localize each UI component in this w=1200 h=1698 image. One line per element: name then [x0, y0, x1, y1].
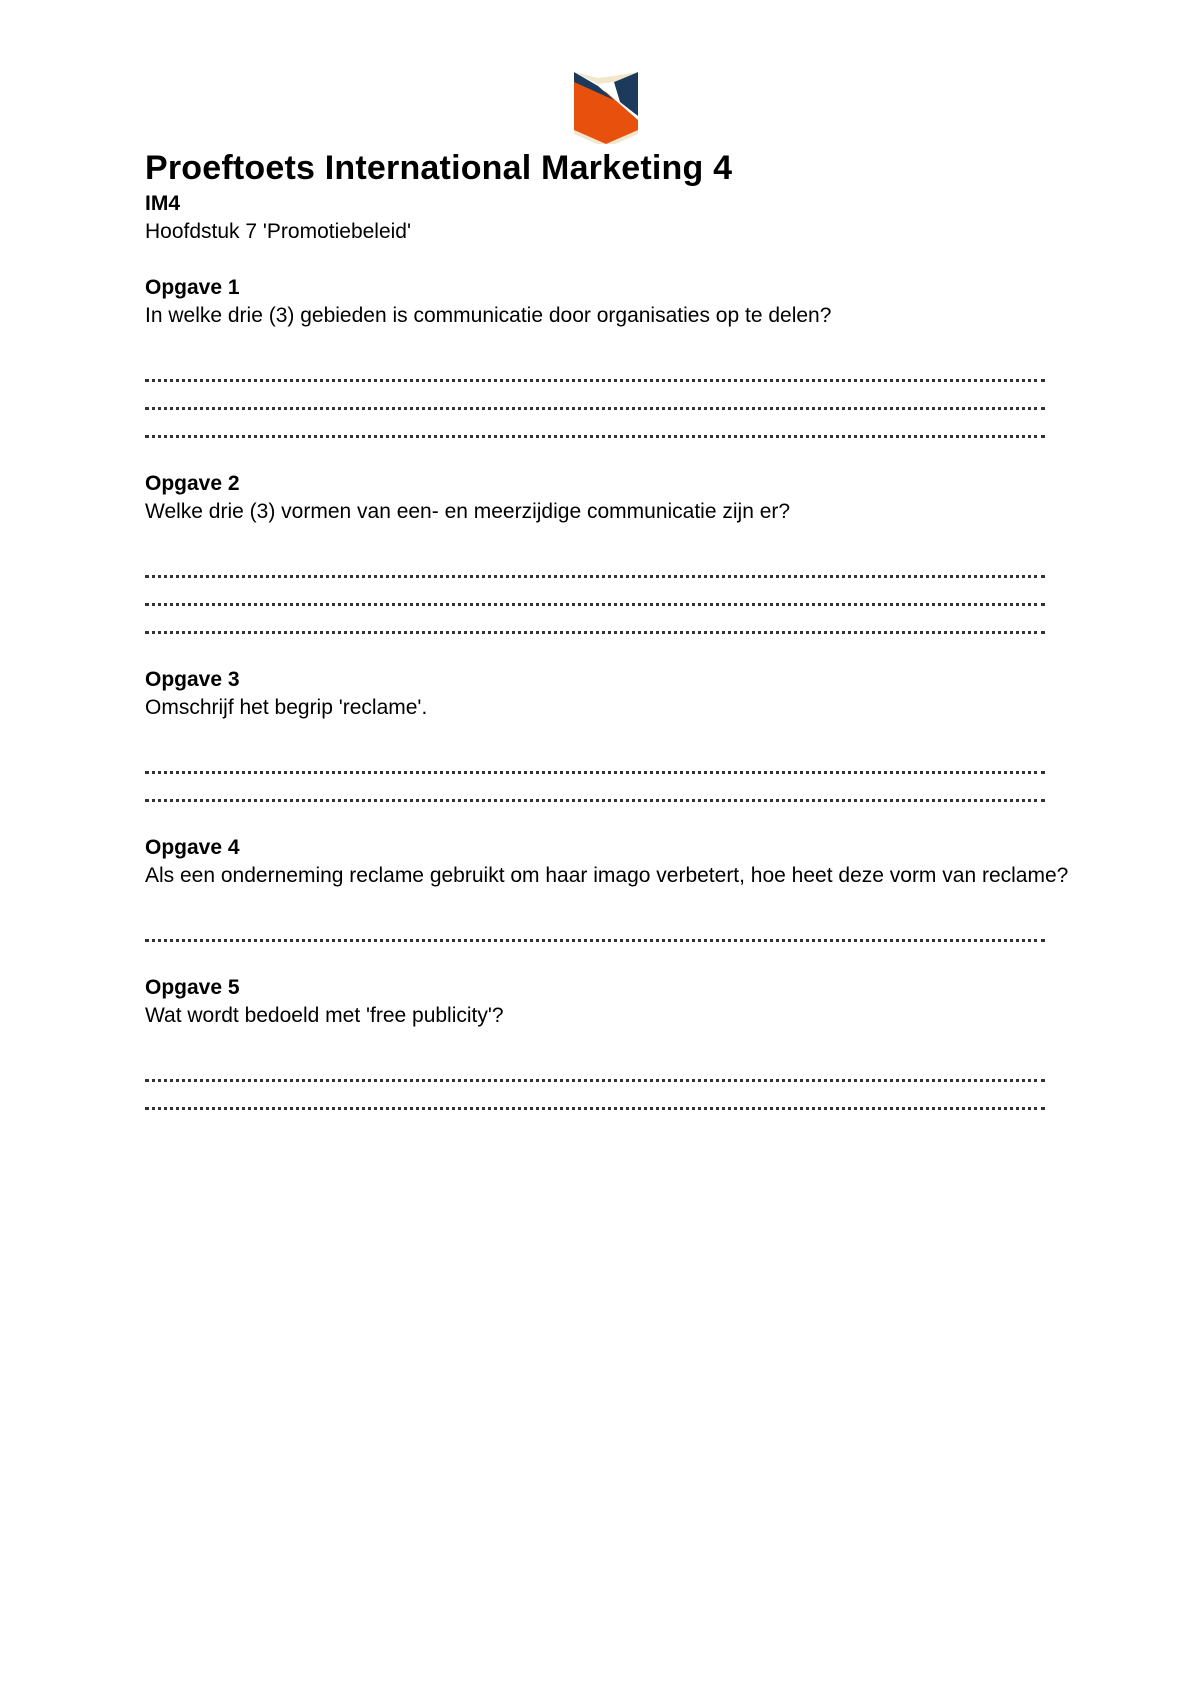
question-text: Als een onderneming reclame gebruikt om haar imago verbetert, hoe heet deze vorm van reclame?: [145, 864, 1069, 887]
question-title: Opgave 1: [145, 276, 240, 299]
question-2: [145, 470, 1075, 638]
chapter-heading: Hoofdstuk 7 'Promotiebeleid': [145, 220, 411, 243]
answer-lines: [145, 750, 1075, 806]
question-text: Welke drie (3) vormen van een- en meerzijdige communicatie zijn er?: [145, 500, 791, 523]
document-content: [145, 146, 1075, 1114]
question-5: [145, 974, 1075, 1114]
answer-lines: [145, 918, 1075, 946]
answer-line[interactable]: [145, 778, 1045, 806]
answer-line[interactable]: [145, 414, 1045, 442]
course-code: IM4: [145, 192, 181, 215]
answer-lines: [145, 1058, 1075, 1114]
answer-line[interactable]: [145, 750, 1045, 778]
question-text: Omschrijf het begrip 'reclame'.: [145, 696, 428, 719]
question-text: In welke drie (3) gebieden is communicatie door organisaties op te delen?: [145, 304, 832, 327]
document-title: Proeftoets International Marketing 4: [145, 149, 733, 187]
question-4: [145, 834, 1075, 946]
answer-line[interactable]: [145, 918, 1045, 946]
answer-line[interactable]: [145, 358, 1045, 386]
answer-line[interactable]: [145, 610, 1045, 638]
question-title: Opgave 3: [145, 668, 240, 691]
answer-line[interactable]: [145, 1086, 1045, 1114]
question-3: [145, 666, 1075, 806]
question-title: Opgave 4: [145, 836, 240, 859]
institution-shield-logo-icon: [574, 72, 638, 144]
answer-lines: [145, 358, 1075, 442]
question-title: Opgave 5: [145, 976, 240, 999]
answer-lines: [145, 554, 1075, 638]
answer-line[interactable]: [145, 582, 1045, 610]
question-1: [145, 274, 1075, 442]
answer-line[interactable]: [145, 1058, 1045, 1086]
answer-line[interactable]: [145, 386, 1045, 414]
answer-line[interactable]: [145, 554, 1045, 582]
question-title: Opgave 2: [145, 472, 240, 495]
question-text: Wat wordt bedoeld met 'free publicity'?: [145, 1004, 504, 1027]
